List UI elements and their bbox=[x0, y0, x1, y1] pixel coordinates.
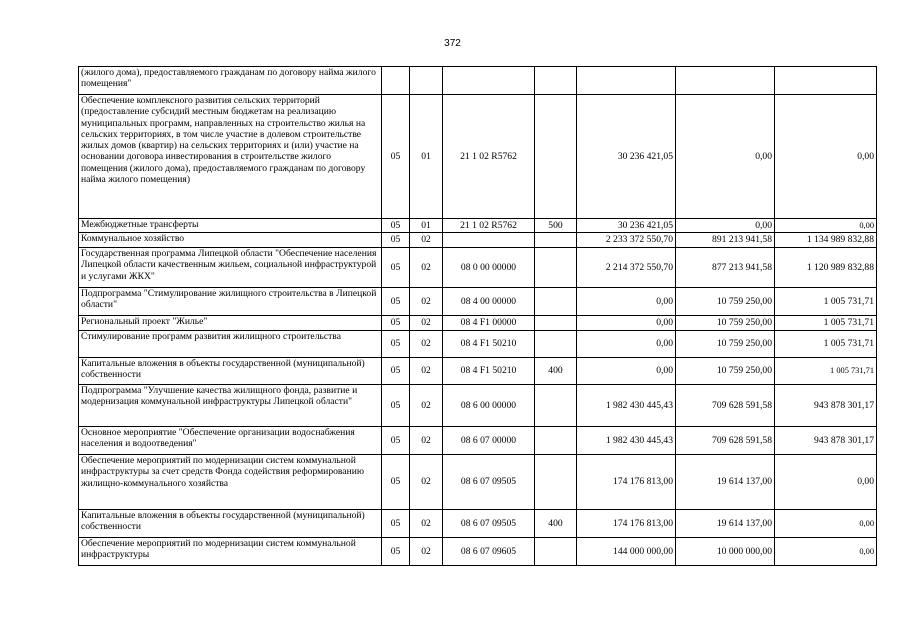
row-name-cell: Основное мероприятие "Обеспечение организации водоснабжения населения и водоотведения" bbox=[79, 427, 382, 455]
amount-year1-cell: 0,00 bbox=[577, 288, 676, 316]
section-cell: 05 bbox=[382, 358, 410, 385]
row-name-cell: Капитальные вложения в объекты государственной (муниципальной) собственности bbox=[79, 358, 382, 385]
row-name-cell: Межбюджетные трансферты bbox=[79, 219, 382, 233]
subsection-cell: 01 bbox=[410, 219, 443, 233]
expense-type-cell bbox=[535, 95, 577, 219]
section-cell: 05 bbox=[382, 331, 410, 358]
amount-year3-cell: 0,00 bbox=[775, 455, 877, 510]
subsection-cell: 02 bbox=[410, 538, 443, 566]
section-cell: 05 bbox=[382, 455, 410, 510]
amount-year3-cell: 0,00 bbox=[775, 219, 877, 233]
amount-year2-cell: 19 614 137,00 bbox=[676, 455, 775, 510]
section-cell: 05 bbox=[382, 233, 410, 248]
amount-year3-cell: 0,00 bbox=[775, 538, 877, 566]
amount-year3-cell: 1 005 731,71 bbox=[775, 288, 877, 316]
target-code-cell: 08 4 00 00000 bbox=[443, 288, 535, 316]
section-cell: 05 bbox=[382, 219, 410, 233]
row-name-cell: Обеспечение мероприятий по модернизации систем коммунальной инфраструктуры за счет средств Фонда содействия реформированию жилищно-коммунального хозяйства bbox=[79, 455, 382, 510]
section-cell: 05 bbox=[382, 248, 410, 288]
section-cell: 05 bbox=[382, 427, 410, 455]
section-cell: 05 bbox=[382, 538, 410, 566]
amount-year1-cell: 1 982 430 445,43 bbox=[577, 427, 676, 455]
amount-year1-cell: 30 236 421,05 bbox=[577, 95, 676, 219]
table-row bbox=[79, 248, 877, 288]
amount-year3-cell bbox=[775, 67, 877, 95]
table-row bbox=[79, 288, 877, 316]
section-cell bbox=[382, 67, 410, 95]
table-row bbox=[79, 510, 877, 538]
expense-type-cell bbox=[535, 233, 577, 248]
subsection-cell: 02 bbox=[410, 233, 443, 248]
amount-year2-cell: 10 759 250,00 bbox=[676, 288, 775, 316]
subsection-cell: 02 bbox=[410, 510, 443, 538]
row-name-cell: Обеспечение комплексного развития сельских территорий (предоставление субсидий местным бюджетам на реализацию муниципальных программ, направленных на строительство жилья на сельских территориях, в том числе участие в долевом строительстве жилых домов (квартир) на сельских территориях и (или) участие на основании договора инвестирования в строительстве жилого помещения (жилого дома), предоставляемого гражданам по договору найма жилого помещения) bbox=[79, 95, 382, 219]
amount-year1-cell: 0,00 bbox=[577, 316, 676, 331]
subsection-cell: 02 bbox=[410, 248, 443, 288]
subsection-cell: 02 bbox=[410, 288, 443, 316]
target-code-cell: 08 4 F1 50210 bbox=[443, 358, 535, 385]
target-code-cell: 08 4 F1 50210 bbox=[443, 331, 535, 358]
table-row bbox=[79, 385, 877, 427]
target-code-cell: 08 6 07 00000 bbox=[443, 427, 535, 455]
amount-year2-cell: 709 628 591,58 bbox=[676, 427, 775, 455]
target-code-cell: 21 1 02 R5762 bbox=[443, 95, 535, 219]
subsection-cell bbox=[410, 67, 443, 95]
expense-type-cell: 400 bbox=[535, 510, 577, 538]
subsection-cell: 02 bbox=[410, 331, 443, 358]
target-code-cell bbox=[443, 67, 535, 95]
amount-year3-cell: 1 134 989 832,88 bbox=[775, 233, 877, 248]
subsection-cell: 02 bbox=[410, 385, 443, 427]
target-code-cell bbox=[443, 233, 535, 248]
expense-type-cell: 400 bbox=[535, 358, 577, 385]
amount-year2-cell: 10 759 250,00 bbox=[676, 331, 775, 358]
target-code-cell: 08 6 07 09505 bbox=[443, 455, 535, 510]
amount-year3-cell: 0,00 bbox=[775, 510, 877, 538]
amount-year2-cell: 891 213 941,58 bbox=[676, 233, 775, 248]
target-code-cell: 08 6 07 09505 bbox=[443, 510, 535, 538]
amount-year1-cell: 1 982 430 445,43 bbox=[577, 385, 676, 427]
section-cell: 05 bbox=[382, 288, 410, 316]
amount-year2-cell: 19 614 137,00 bbox=[676, 510, 775, 538]
expense-type-cell bbox=[535, 427, 577, 455]
section-cell: 05 bbox=[382, 385, 410, 427]
amount-year1-cell: 174 176 813,00 bbox=[577, 455, 676, 510]
amount-year3-cell: 0,00 bbox=[775, 95, 877, 219]
table-row bbox=[79, 427, 877, 455]
amount-year3-cell: 1 005 731,71 bbox=[775, 358, 877, 385]
amount-year3-cell: 1 005 731,71 bbox=[775, 316, 877, 331]
table-row bbox=[79, 95, 877, 219]
expense-type-cell bbox=[535, 538, 577, 566]
table-row bbox=[79, 358, 877, 385]
table-row bbox=[79, 538, 877, 566]
subsection-cell: 01 bbox=[410, 95, 443, 219]
subsection-cell: 02 bbox=[410, 427, 443, 455]
amount-year2-cell: 10 759 250,00 bbox=[676, 316, 775, 331]
table-row bbox=[79, 331, 877, 358]
amount-year2-cell: 709 628 591,58 bbox=[676, 385, 775, 427]
target-code-cell: 21 1 02 R5762 bbox=[443, 219, 535, 233]
amount-year1-cell: 2 233 372 550,70 bbox=[577, 233, 676, 248]
section-cell: 05 bbox=[382, 95, 410, 219]
target-code-cell: 08 6 00 00000 bbox=[443, 385, 535, 427]
amount-year3-cell: 943 878 301,17 bbox=[775, 385, 877, 427]
table-row bbox=[79, 316, 877, 331]
expense-type-cell bbox=[535, 288, 577, 316]
expense-type-cell: 500 bbox=[535, 219, 577, 233]
expense-type-cell bbox=[535, 316, 577, 331]
amount-year1-cell: 2 214 372 550,70 bbox=[577, 248, 676, 288]
table-row bbox=[79, 219, 877, 233]
amount-year3-cell: 1 120 989 832,88 bbox=[775, 248, 877, 288]
expense-type-cell bbox=[535, 455, 577, 510]
row-name-cell: Региональный проект "Жилье" bbox=[79, 316, 382, 331]
amount-year1-cell bbox=[577, 67, 676, 95]
amount-year2-cell bbox=[676, 67, 775, 95]
table-row bbox=[79, 455, 877, 510]
amount-year1-cell: 0,00 bbox=[577, 331, 676, 358]
amount-year2-cell: 10 759 250,00 bbox=[676, 358, 775, 385]
row-name-cell: Обеспечение мероприятий по модернизации систем коммунальной инфраструктуры bbox=[79, 538, 382, 566]
target-code-cell: 08 4 F1 00000 bbox=[443, 316, 535, 331]
section-cell: 05 bbox=[382, 316, 410, 331]
target-code-cell: 08 6 07 09605 bbox=[443, 538, 535, 566]
target-code-cell: 08 0 00 00000 bbox=[443, 248, 535, 288]
amount-year2-cell: 0,00 bbox=[676, 95, 775, 219]
row-name-cell: Капитальные вложения в объекты государственной (муниципальной) собственности bbox=[79, 510, 382, 538]
row-name-cell: Стимулирование программ развития жилищного строительства bbox=[79, 331, 382, 358]
table-body bbox=[79, 67, 877, 566]
amount-year3-cell: 1 005 731,71 bbox=[775, 331, 877, 358]
row-name-cell: Государственная программа Липецкой области "Обеспечение населения Липецкой области качественным жильем, социальной инфраструктурой и услугами ЖКХ" bbox=[79, 248, 382, 288]
expense-type-cell bbox=[535, 385, 577, 427]
table-row bbox=[79, 233, 877, 248]
amount-year2-cell: 0,00 bbox=[676, 219, 775, 233]
subsection-cell: 02 bbox=[410, 358, 443, 385]
amount-year1-cell: 144 000 000,00 bbox=[577, 538, 676, 566]
row-name-cell: Коммунальное хозяйство bbox=[79, 233, 382, 248]
section-cell: 05 bbox=[382, 510, 410, 538]
amount-year1-cell: 174 176 813,00 bbox=[577, 510, 676, 538]
row-name-cell: Подпрограмма "Улучшение качества жилищного фонда, развитие и модернизация коммунальной инфраструктуры Липецкой области" bbox=[79, 385, 382, 427]
amount-year2-cell: 877 213 941,58 bbox=[676, 248, 775, 288]
amount-year1-cell: 0,00 bbox=[577, 358, 676, 385]
budget-table bbox=[78, 66, 877, 566]
amount-year2-cell: 10 000 000,00 bbox=[676, 538, 775, 566]
expense-type-cell bbox=[535, 248, 577, 288]
row-name-cell: (жилого дома), предоставляемого гражданам по договору найма жилого помещения" bbox=[79, 67, 382, 95]
amount-year3-cell: 943 878 301,17 bbox=[775, 427, 877, 455]
subsection-cell: 02 bbox=[410, 316, 443, 331]
expense-type-cell bbox=[535, 331, 577, 358]
row-name-cell: Подпрограмма "Стимулирование жилищного строительства в Липецкой области" bbox=[79, 288, 382, 316]
table-row bbox=[79, 67, 877, 95]
subsection-cell: 02 bbox=[410, 455, 443, 510]
amount-year1-cell: 30 236 421,05 bbox=[577, 219, 676, 233]
expense-type-cell bbox=[535, 67, 577, 95]
page-number: 372 bbox=[444, 38, 461, 49]
